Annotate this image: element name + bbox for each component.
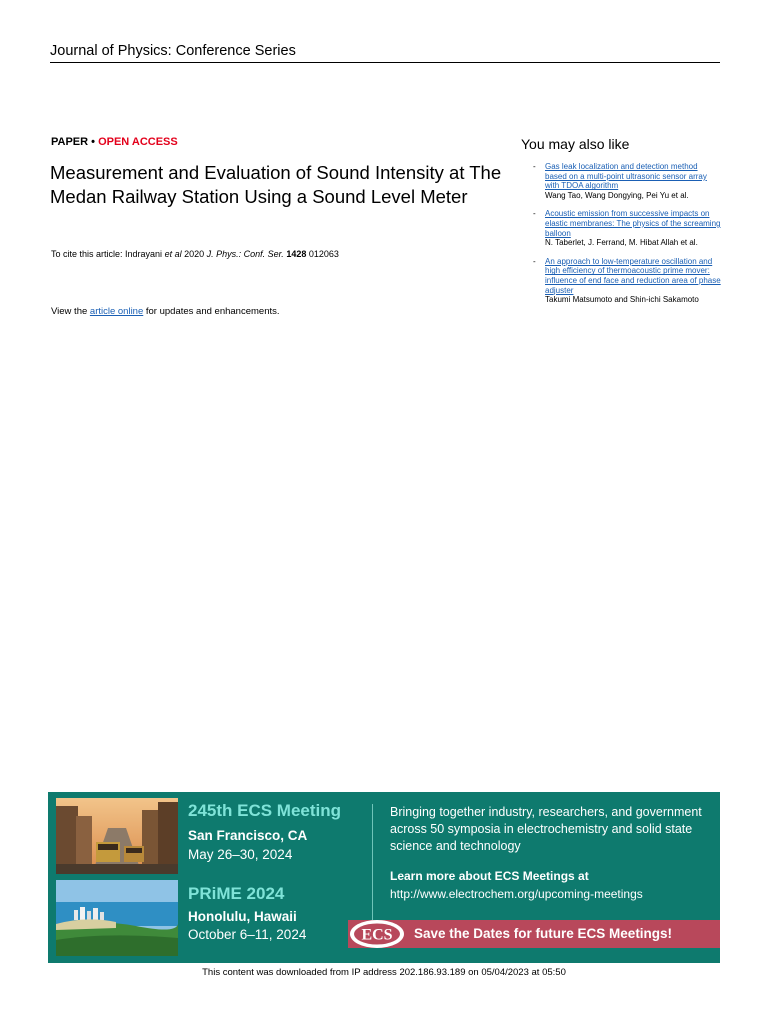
banner-description: Bringing together industry, researchers, and government across 50 symposia in electrochemistry and solid state science and technology [390,805,702,853]
citation-year: 2020 [181,249,207,259]
citation-etal: et al [164,249,182,259]
download-note: This content was downloaded from IP address 202.186.93.189 on 05/04/2023 at 05:50 [202,967,566,978]
paper-type: PAPER [51,136,89,148]
ecs-meetings-banner[interactable] [48,792,720,963]
journal-name: Journal of Physics: Conference Series [50,43,296,59]
article-online-link[interactable]: article online [89,306,144,317]
citation-journal: J. Phys.: Conf. Ser. [206,249,284,259]
related-item-link[interactable]: Gas leak localization and detection method based on a multi-point ultrasonic sensor array with TDOA algorithm [545,162,707,191]
meeting-2-title: PRiME 2024 [188,884,285,903]
learn-more-text: Learn more about ECS Meetings at [390,869,589,883]
related-item-authors: N. Taberlet, J. Ferrand, M. Hibat Allah et al. [545,238,698,248]
san-francisco-photo [56,798,178,874]
related-articles-list [533,162,721,314]
ecs-logo [348,918,406,950]
honolulu-photo [56,880,178,956]
label-separator: • [88,136,99,148]
related-item-authors: Takumi Matsumoto and Shin-ichi Sakamoto [545,295,699,305]
meeting-1-title: 245th ECS Meeting [188,801,342,820]
meeting-1-dates: May 26–30, 2024 [188,847,293,862]
citation-prefix: To cite this article: Indrayani [51,249,165,259]
related-item-link[interactable]: Acoustic emission from successive impacts on elastic membranes: The physics of the screaming balloon [545,209,721,238]
related-item-link[interactable]: An approach to low-temperature oscillation and high efficiency of thermoacoustic prime mover: influence of end face and reduction area of phase adjuster [545,256,721,295]
related-item [533,209,721,248]
list-dash: - [533,209,536,219]
journal-header [50,43,720,63]
meetings-url[interactable]: http://www.electrochem.org/upcoming-meetings [390,887,643,901]
article-title: Measurement and Evaluation of Sound Intensity at The Medan Railway Station Using a Sound Level Meter [50,162,502,207]
paper-type-label [51,136,178,148]
list-dash: - [533,162,536,171]
view-suffix: for updates and enhancements. [143,306,280,317]
related-item [533,162,721,200]
view-online-line [51,306,280,317]
meeting-2-city: Honolulu, Hawaii [188,909,297,924]
view-prefix: View the [51,306,90,317]
related-heading: You may also like [521,136,630,152]
save-dates-text: Save the Dates for future ECS Meetings! [414,926,673,941]
open-access-badge: OPEN ACCESS [98,136,178,148]
banner-divider [372,804,373,924]
citation-article-number: 012063 [306,249,339,259]
list-dash: - [533,256,536,266]
ecs-logo-text: ECS [361,926,393,944]
related-item [533,256,721,305]
citation-volume: 1428 [286,249,307,259]
meeting-1-city: San Francisco, CA [188,828,308,843]
related-item-authors: Wang Tao, Wang Dongying, Pei Yu et al. [545,190,689,200]
citation-line [51,249,339,259]
meeting-2-dates: October 6–11, 2024 [188,927,307,942]
